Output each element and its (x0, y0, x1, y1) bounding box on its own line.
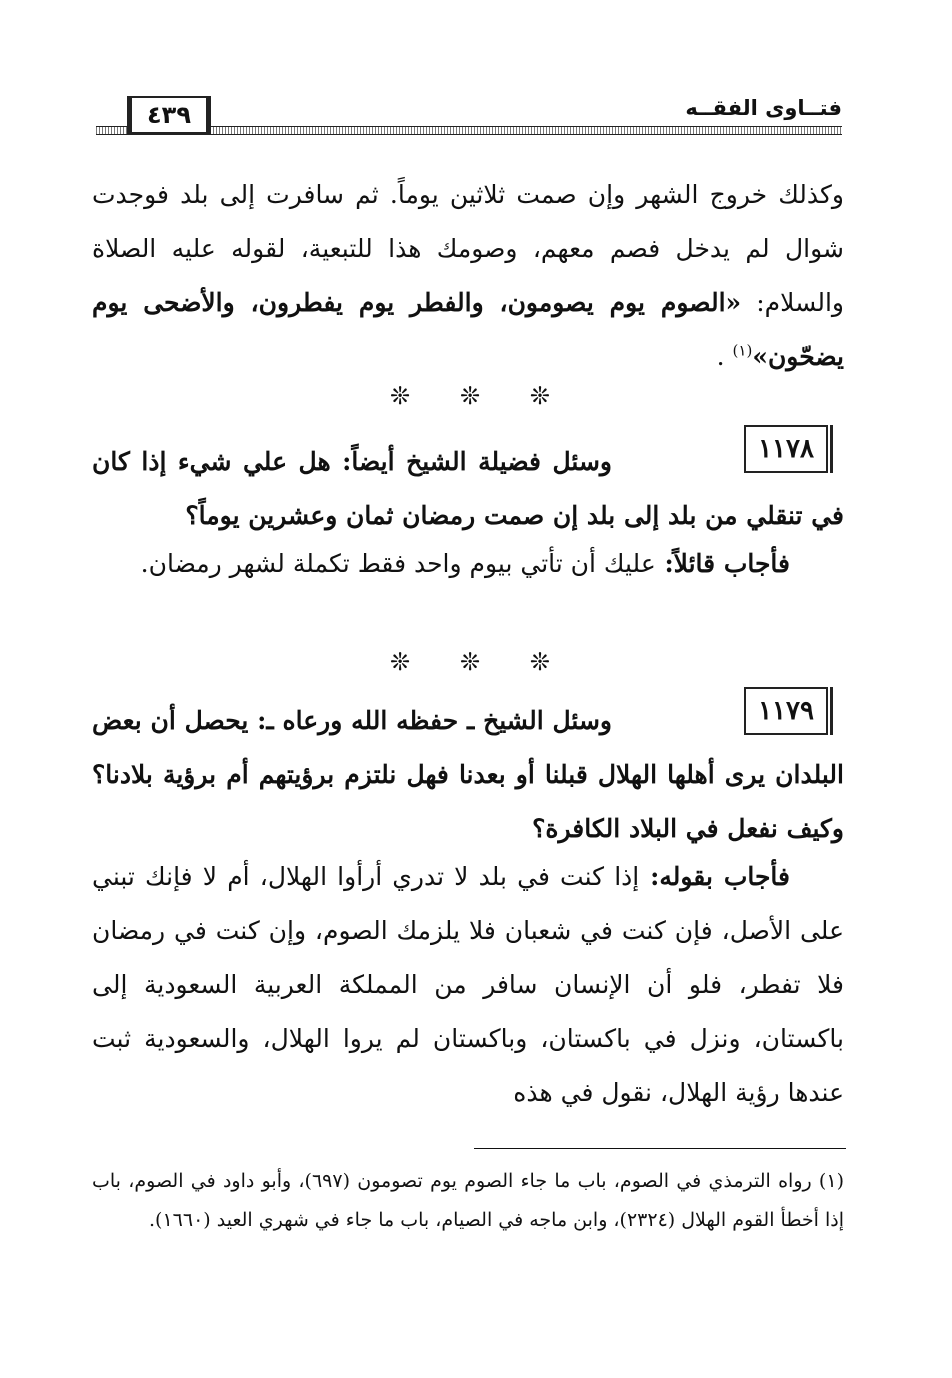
question-number-1179: ١١٧٩ (744, 687, 828, 735)
footnote-separator (474, 1148, 846, 1149)
question-1179 (92, 694, 844, 856)
intro-period: . (716, 342, 725, 371)
question-intro: وسئل فضيلة الشيخ أيضاً: (330, 447, 612, 476)
question-text: هل علي شيء إذا كان في تنقلي من بلد إلى بلد إن صمت رمضان ثمان وعشرين يوماً؟ (92, 447, 844, 530)
page-number: ٤٣٩ (130, 96, 208, 134)
running-title: فتــاوى الفقــه (685, 96, 842, 120)
star-ornament: ❊ (459, 382, 481, 410)
page-header (96, 96, 842, 140)
answer-label: فأجاب بقوله: (639, 862, 791, 891)
star-ornament: ❊ (390, 648, 411, 676)
answer-1179 (92, 850, 844, 1120)
question-number-1178: ١١٧٨ (744, 425, 828, 473)
intro-paragraph (92, 168, 844, 384)
section-separator-2 (390, 648, 550, 676)
star-ornament: ❊ (390, 382, 411, 410)
hadith-text: «الصوم يوم يصومون، والفطر يوم يفطرون، والأضحى يوم يضحّون» (92, 288, 844, 371)
answer-text: إذا كنت في بلد لا تدري أرأوا الهلال، أم لا فإنك تبني على الأصل، فإن كنت في شعبان فلا يلزمك الصوم، وإن كنت في رمضان فلا تفطر، فلو أن الإنسان سافر من المملكة العربية السعودية إلى باكستان، ونزل في باكستان، وباكستان لم يروا الهلال، والسعودية ثبت عندها رؤية الهلال، نقول في هذه (92, 862, 844, 1107)
footnote: (١) رواه الترمذي في الصوم، باب ما جاء الصوم يوم تصومون (٦٩٧)، وأبو داود في الصوم، باب إذا أخطأ القوم الهلال (٢٣٢٤)، وابن ماجه في الصيام، باب ما جاء في شهري العيد (١٦٦٠). (92, 1170, 844, 1231)
footnote-reference: (١) (732, 341, 753, 360)
star-ornament: ❊ (459, 648, 481, 676)
intro-text: وكذلك خروج الشهر وإن صمت ثلاثين يوماً. ثم سافرت إلى بلد فوجدت شوال لم يدخل فصم معهم، وصومك هذا للتبعية، لقوله عليه الصلاة والسلام: (92, 180, 845, 317)
star-ornament: ❊ (529, 648, 550, 676)
star-ornament: ❊ (529, 382, 550, 410)
question-text: يحصل أن بعض البلدان يرى أهلها الهلال قبلنا أو بعدنا فهل نلتزم برؤيتهم أم برؤية بلادنا؟ وكيف نفعل في البلاد الكافرة؟ (92, 706, 844, 843)
answer-text: عليك أن تأتي بيوم واحد فقط تكملة لشهر رمضان. (140, 549, 656, 578)
section-separator-1 (390, 382, 550, 410)
question-1178 (92, 435, 844, 543)
question-intro: وسئل الشيخ ـ حفظه الله ورعاه ـ: (248, 706, 612, 735)
answer-label: فأجاب قائلاً: (655, 549, 790, 578)
answer-1178 (92, 537, 844, 591)
